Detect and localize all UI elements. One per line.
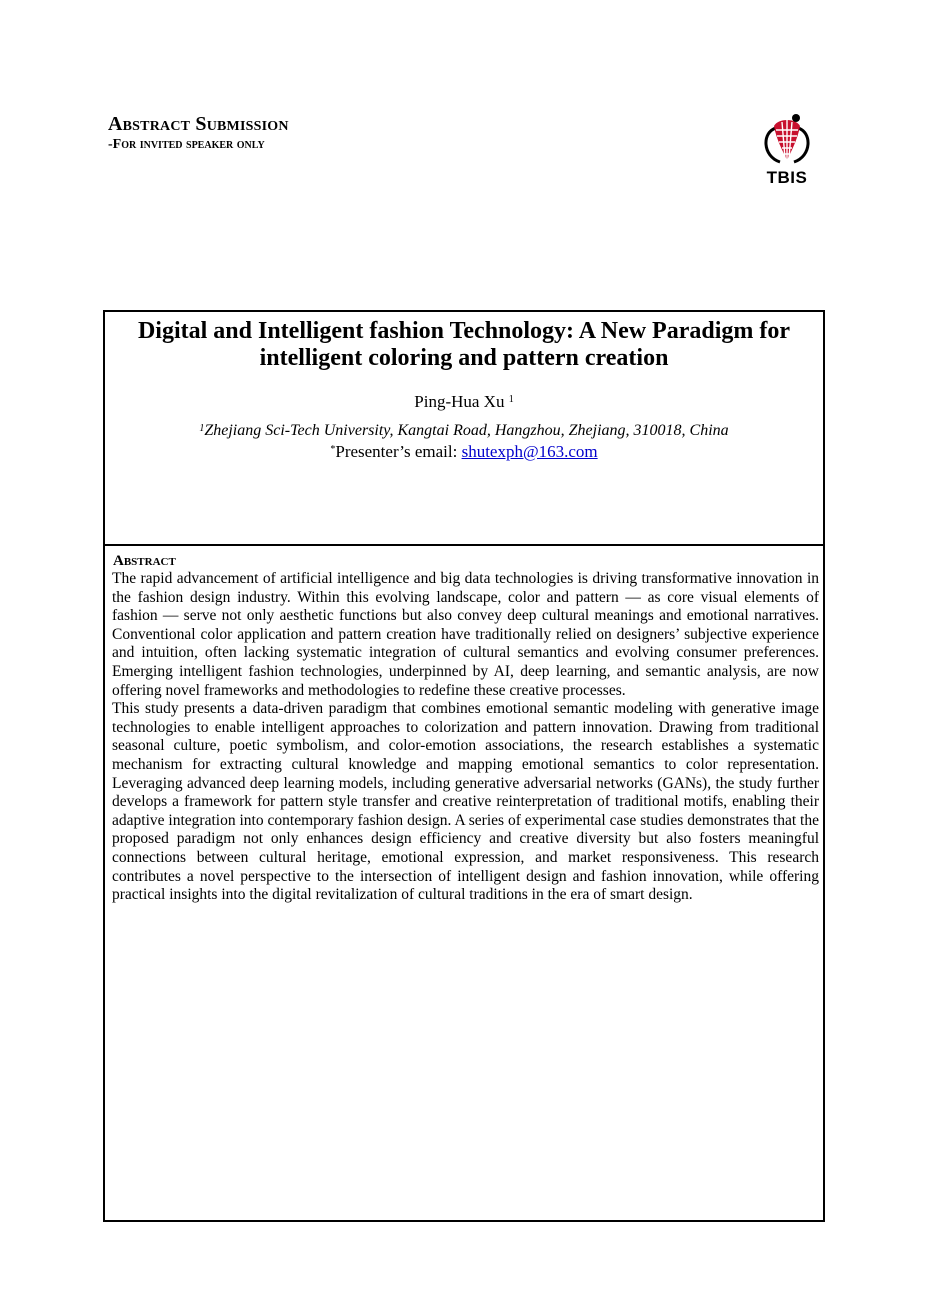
tbis-emblem-icon [752, 112, 822, 170]
affiliation: Zhejiang Sci-Tech University, Kangtai Road, Hangzhou, Zhejiang, 310018, China [204, 422, 729, 439]
presenter-superscript: * [330, 444, 336, 455]
email-link[interactable]: shutexph@163.com [461, 442, 598, 461]
presenter-label: Presenter’s email: [335, 442, 462, 461]
submission-title: Abstract Submission [108, 113, 289, 135]
abstract-paragraph: The rapid advancement of artificial intelligence and big data technologies is driving transformative innovation in the fashion design industry. Within this evolving landscape, color and pattern — as core visual elements of fashion — serve not only aesthetic functions but also convey deep cultural meanings and emotional narratives. Conventional color application and pattern creation have traditionally relied on designers’ subjective experience and intuition, often lacking systematic integration of cultural semantics and evolving consumer preferences. Emerging intelligent fashion technologies, underpinned by AI, deep learning, and semantic analysis, are now offering novel frameworks and methodologies to redefine these creative processes. [112, 570, 819, 699]
abstract-heading: Abstract [113, 553, 176, 569]
author-superscript: 1 [508, 394, 514, 405]
affiliation-line [105, 421, 823, 441]
affiliation-superscript: 1 [199, 423, 205, 434]
author-line [105, 392, 823, 412]
paper-title: Digital and Intelligent fashion Technology: A New Paradigm for intelligent coloring and pattern creation [137, 318, 791, 371]
abstract-box [103, 544, 825, 1222]
author-name: Ping-Hua Xu [414, 392, 505, 411]
tbis-logo [752, 112, 822, 192]
logo-text: TBIS [766, 168, 808, 187]
presenter-line [105, 442, 823, 462]
submission-subtitle: -For invited speaker only [108, 137, 265, 152]
abstract-body [112, 570, 819, 905]
title-box [103, 310, 825, 546]
abstract-paragraph: This study presents a data-driven paradigm that combines emotional semantic modeling with generative image technologies to enable intelligent approaches to colorization and pattern innovation. Drawing from traditional seasonal culture, poetic symbolism, and color-emotion associations, the research establishes a systematic mechanism for extracting cultural knowledge and mapping emotional semantics to color representation. Leveraging advanced deep learning models, including generative adversarial networks (GANs), the study further develops a framework for pattern style transfer and creative reinterpretation of traditional motifs, enabling their adaptive integration into contemporary fashion design. A series of experimental case studies demonstrates that the proposed paradigm not only enhances design efficiency and creative diversity but also fosters meaningful connections between cultural heritage, emotional expression, and market responsiveness. This research contributes a novel perspective to the intersection of intelligent design and fashion innovation, while offering practical insights into the digital revitalization of cultural traditions in the era of smart design. [112, 700, 819, 904]
